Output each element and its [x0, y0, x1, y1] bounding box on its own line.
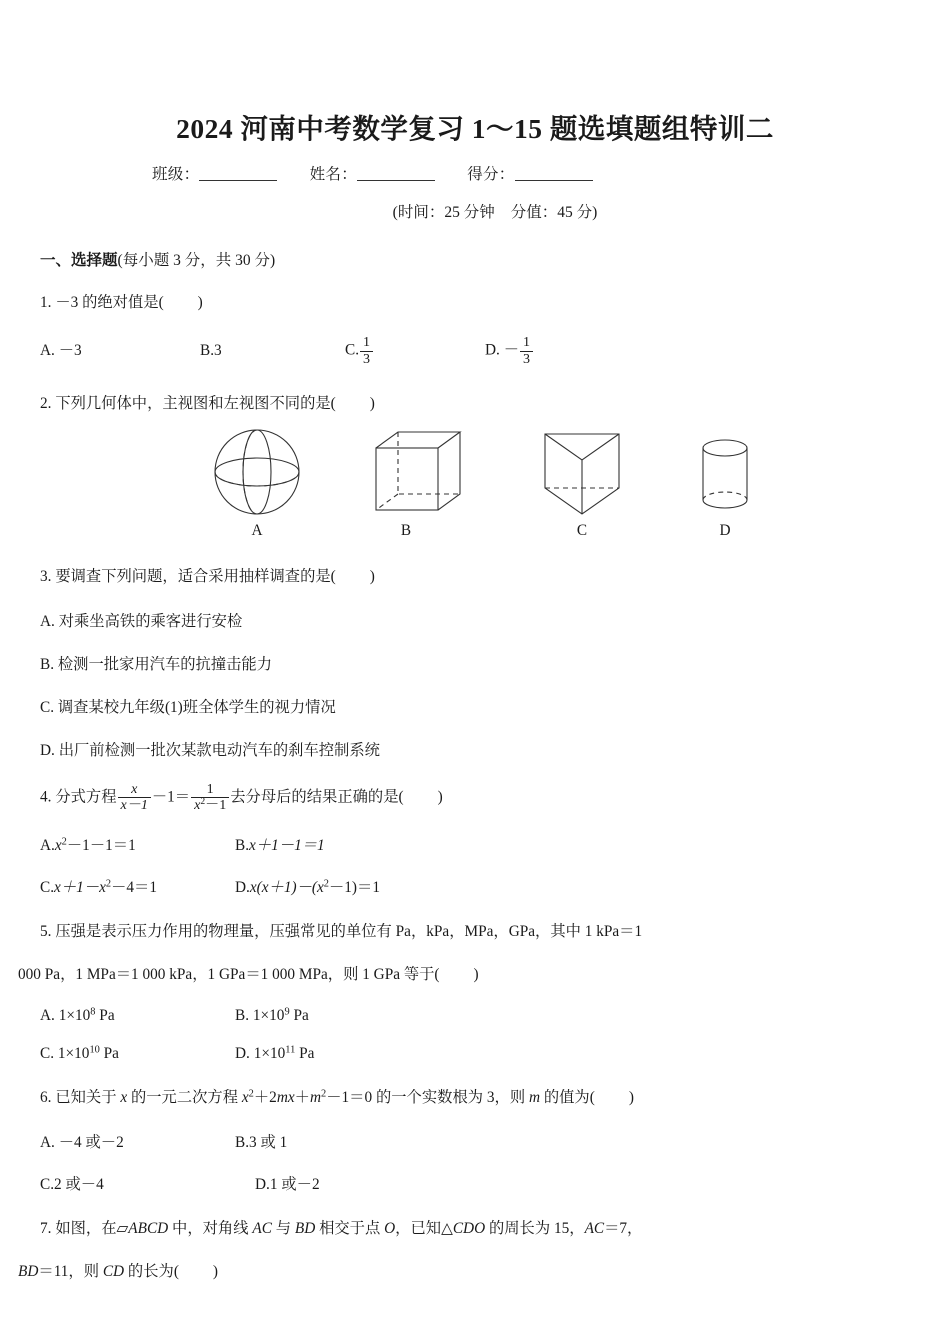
question-7: [18, 1218, 950, 1284]
section-name: 选择题: [71, 252, 118, 270]
option-4-d-base: x: [316, 879, 324, 896]
option-5-a-pre: 1×10: [58, 1006, 91, 1024]
question-4-frac2-den-tail: －1: [205, 796, 227, 813]
question-5-close: ): [473, 965, 479, 983]
option-1-b-value: 3: [214, 341, 222, 359]
question-7-text-line-2: [18, 1261, 950, 1284]
exam-meta: [0, 200, 950, 222]
option-1-d-fraction: [520, 335, 533, 366]
option-5-d-unit: Pa: [295, 1044, 315, 1062]
option-4-a-exp: 2: [61, 836, 67, 848]
option-5-c[interactable]: [40, 1045, 235, 1063]
option-1-b[interactable]: [200, 342, 345, 360]
question-7-ac-2: AC: [584, 1219, 605, 1237]
class-label: 班级：: [152, 166, 200, 184]
option-5-b-exp: 9: [284, 1006, 290, 1018]
question-2: [40, 393, 950, 416]
question-7-part-1: 如图，在▱: [55, 1219, 129, 1237]
question-1-number: 1.: [40, 294, 52, 312]
question-3-text: [40, 566, 950, 589]
figure-cube-caption: B: [400, 521, 412, 539]
question-4-frac2-num: 1: [206, 780, 214, 797]
question-6-eq-mx: mx: [276, 1088, 295, 1106]
question-6: [40, 1087, 950, 1110]
question-6-var-x: x: [120, 1088, 128, 1106]
figure-cube: [370, 426, 470, 539]
class-field: [152, 166, 277, 183]
option-6-a-label: A.: [40, 1133, 55, 1151]
option-4-c-exp: 2: [105, 878, 112, 890]
question-6-eq-x: x: [241, 1088, 249, 1106]
question-4-option-row-1: [40, 833, 950, 855]
page-title: 2024 河南中考数学复习 1～15 题选填题组特训二: [176, 113, 774, 144]
question-3-close: ): [369, 567, 375, 585]
question-3-number: 3.: [40, 567, 52, 585]
option-6-a-text: －4 或－2: [58, 1133, 124, 1151]
question-7-part-5: ，已知△: [395, 1219, 453, 1237]
option-4-a-base: x: [54, 837, 62, 854]
student-info-line: [0, 162, 950, 184]
option-5-c-exp: 10: [89, 1044, 100, 1056]
score-label: 得分：: [467, 166, 515, 184]
question-4-tail: 去分母后的结果正确的是(: [230, 787, 404, 805]
option-1-d-denominator: 3: [520, 351, 533, 367]
question-7-close: ): [212, 1262, 219, 1280]
option-4-c-tail: －4＝1: [111, 879, 157, 896]
option-5-d-label: D.: [235, 1044, 250, 1062]
option-4-b[interactable]: [235, 833, 325, 855]
option-3-b-label: B.: [40, 655, 55, 673]
option-5-a[interactable]: [40, 1007, 235, 1025]
question-6-eq-mid: ＋2: [253, 1088, 277, 1106]
option-4-d-exp: 2: [323, 878, 329, 890]
question-4-fraction-1: [118, 782, 151, 813]
option-3-c-text: 调查某校九年级(1)班全体学生的视力情况: [57, 698, 336, 716]
question-4-text: [40, 782, 950, 813]
option-3-c-label: C.: [40, 698, 55, 716]
question-3-stem: 要调查下列问题，适合采用抽样调查的是(: [55, 567, 336, 585]
option-6-b-label: B.: [235, 1133, 250, 1151]
question-1-option-row: [40, 335, 950, 366]
option-1-d-sign: －: [503, 341, 520, 359]
question-6-text: [40, 1087, 950, 1110]
option-5-c-label: C.: [40, 1044, 55, 1062]
option-4-d[interactable]: [235, 875, 380, 897]
option-6-d-text: 1 或－2: [269, 1175, 320, 1193]
section-number: 一、: [40, 252, 72, 270]
question-4-frac1-den: x－1: [120, 796, 148, 813]
question-4-option-row-2: [40, 875, 950, 897]
question-6-var-m: m: [528, 1088, 540, 1106]
question-4-frac2-den-base: x: [194, 796, 201, 813]
question-4-frac2-den: [191, 797, 229, 813]
question-4: [40, 782, 950, 813]
option-1-a-label: A.: [40, 341, 55, 359]
score-field: [467, 166, 592, 183]
question-7-abcd: ABCD: [128, 1219, 169, 1237]
option-4-a[interactable]: [40, 833, 235, 855]
meta-score: 45 分: [557, 204, 593, 222]
question-6-part-1: 已知关于: [55, 1088, 121, 1106]
question-7-cd: CD: [102, 1262, 125, 1280]
question-6-eq-m-exp: 2: [321, 1088, 327, 1100]
name-blank[interactable]: [357, 180, 435, 181]
option-4-c-pre: x＋1－: [54, 879, 100, 896]
question-7-part-4: 相交于点: [315, 1219, 385, 1237]
question-5-stem-2: 000 Pa，1 MPa＝1 000 kPa，1 GPa＝1 000 MPa，则 1 GPa 等于(: [18, 965, 440, 983]
option-5-d[interactable]: [235, 1045, 314, 1063]
option-1-d[interactable]: [485, 335, 534, 366]
question-7-cdo: CDO: [452, 1219, 486, 1237]
question-5-text-line-2: [18, 964, 950, 987]
question-6-eq-plus: ＋: [294, 1088, 310, 1106]
question-5-option-row-2: [40, 1045, 950, 1063]
option-5-b[interactable]: [235, 1007, 309, 1025]
figure-triangular-prism: [535, 426, 630, 539]
question-5-number: 5.: [40, 923, 52, 940]
question-7-bd-2: BD: [18, 1262, 39, 1280]
option-1-a[interactable]: [40, 338, 200, 360]
option-6-d[interactable]: [255, 1172, 320, 1194]
question-6-eq-tail: －1＝0: [326, 1088, 373, 1106]
option-1-c[interactable]: [345, 335, 485, 366]
question-4-lead: 分式方程: [55, 787, 117, 805]
question-4-frac1-num: x: [131, 780, 138, 797]
option-4-d-label: D.: [235, 879, 250, 896]
class-blank[interactable]: [199, 180, 277, 181]
meta-open: (时间：: [392, 204, 445, 222]
question-2-number: 2.: [40, 394, 52, 412]
option-4-c-base: x: [99, 879, 106, 896]
figure-sphere-caption: A: [251, 521, 263, 539]
question-7-part-8: ＝11，则: [38, 1262, 103, 1280]
option-3-d-text: 出厂前检测一批次某款电动汽车的刹车控制系统: [58, 741, 380, 759]
option-1-c-label: C.: [345, 341, 360, 359]
question-5-text-line-1: [40, 921, 950, 944]
question-7-number: 7.: [40, 1219, 52, 1237]
question-6-part-2: 的一元二次方程: [127, 1088, 242, 1106]
question-4-fraction-2: [191, 782, 229, 813]
name-field: [310, 166, 435, 183]
figure-cylinder: [690, 426, 760, 539]
question-6-eq-x-exp: 2: [248, 1088, 254, 1100]
option-1-b-label: B.: [200, 341, 215, 359]
question-5-options: [40, 1007, 950, 1063]
question-1-text: [40, 292, 950, 315]
question-1-options: [40, 335, 950, 366]
option-3-b[interactable]: [40, 652, 950, 674]
question-4-mid: －1＝: [151, 787, 191, 805]
option-5-d-exp: 11: [285, 1044, 296, 1056]
option-1-c-denominator: 3: [360, 351, 373, 367]
option-1-d-numerator: 1: [523, 334, 531, 351]
option-5-c-pre: 1×10: [57, 1044, 90, 1062]
question-7-text-line-1: [40, 1218, 950, 1241]
question-6-option-row-2: [40, 1172, 950, 1194]
question-5-stem-1: 压强是表示压力作用的物理量，压强常见的单位有 Pa，kPa，MPa，GPa，其中 1 kPa＝1: [55, 923, 643, 940]
question-7-part-7: ＝7，: [604, 1219, 643, 1237]
question-2-stem: 下列几何体中，主视图和左视图不同的是(: [55, 394, 336, 412]
question-1-close: ): [197, 294, 203, 312]
option-5-a-unit: Pa: [95, 1006, 115, 1024]
question-6-part-3: 的一个实数根为 3，则: [372, 1088, 529, 1106]
option-6-c-label: C.: [40, 1175, 55, 1193]
question-3-options: [40, 609, 950, 760]
section-note: (每小题 3 分，共 30 分): [117, 252, 276, 270]
option-1-c-fraction: [360, 335, 373, 366]
option-5-a-exp: 8: [90, 1006, 96, 1018]
option-6-c[interactable]: [40, 1172, 235, 1194]
question-5-option-row-1: [40, 1007, 950, 1025]
question-2-figures: [0, 426, 950, 548]
section-heading: [40, 248, 950, 270]
question-4-number: 4.: [40, 787, 52, 805]
option-4-a-label: A.: [40, 837, 55, 854]
option-3-d[interactable]: [40, 738, 950, 760]
question-7-bd: BD: [294, 1219, 316, 1237]
question-6-option-row-1: [40, 1130, 950, 1152]
question-2-text: [40, 393, 950, 416]
option-3-c[interactable]: [40, 695, 950, 717]
figure-sphere: [205, 426, 310, 539]
option-3-b-text: 检测一批家用汽车的抗撞击能力: [57, 655, 273, 673]
question-1-stem: －3 的绝对值是(: [55, 294, 164, 312]
option-5-c-unit: Pa: [99, 1044, 119, 1062]
option-4-c[interactable]: [40, 875, 235, 897]
question-2-close: ): [369, 394, 375, 412]
question-7-point-o: O: [384, 1219, 396, 1237]
question-1: [40, 292, 950, 315]
question-6-part-4: 的值为(: [540, 1088, 595, 1106]
score-blank[interactable]: [515, 180, 593, 181]
option-6-c-text: 2 或－4: [54, 1175, 104, 1193]
option-5-b-unit: Pa: [289, 1006, 309, 1024]
option-4-d-tail: －1)＝1: [328, 879, 380, 896]
question-6-close: ): [628, 1088, 634, 1106]
option-5-d-pre: 1×10: [253, 1044, 286, 1062]
option-4-c-label: C.: [40, 879, 55, 896]
question-7-part-3: 与: [271, 1219, 295, 1237]
figure-triangular-prism-caption: C: [576, 521, 588, 539]
question-7-part-6: 的周长为 15，: [485, 1219, 585, 1237]
option-3-a-label: A.: [40, 612, 55, 630]
question-3: [40, 566, 950, 589]
option-4-b-text: x＋1－1＝1: [249, 837, 325, 854]
meta-score-label: 分值：: [510, 204, 558, 222]
figure-cylinder-caption: D: [719, 521, 731, 539]
question-4-frac2-den-exp: 2: [200, 795, 206, 807]
question-4-options: [40, 833, 950, 897]
option-1-d-label: D.: [485, 341, 500, 359]
option-3-a[interactable]: [40, 609, 950, 631]
meta-close: ): [592, 204, 598, 222]
option-4-b-label: B.: [235, 837, 250, 854]
option-4-d-pre: x(x＋1)－(: [249, 879, 317, 896]
question-7-part-9: 的长为(: [124, 1262, 179, 1280]
option-5-b-pre: 1×10: [252, 1006, 285, 1024]
question-6-eq-m: m: [309, 1088, 322, 1106]
question-7-part-2: 中，对角线: [168, 1219, 253, 1237]
option-6-a[interactable]: [40, 1130, 235, 1152]
option-1-c-numerator: 1: [363, 334, 371, 351]
option-1-a-value: －3: [58, 341, 82, 359]
option-3-d-label: D.: [40, 741, 55, 759]
option-3-a-text: 对乘坐高铁的乘客进行安检: [58, 612, 243, 630]
option-6-d-label: D.: [255, 1175, 270, 1193]
option-6-b[interactable]: [235, 1130, 287, 1152]
question-5: [18, 921, 950, 987]
option-4-a-tail: －1－1＝1: [66, 837, 136, 854]
option-5-b-label: B.: [235, 1006, 250, 1024]
question-6-options: [40, 1130, 950, 1194]
question-6-number: 6.: [40, 1088, 52, 1106]
name-label: 姓名：: [309, 166, 357, 184]
option-5-a-label: A.: [40, 1006, 55, 1024]
meta-time: 25 分钟: [444, 204, 495, 222]
question-7-ac: AC: [252, 1219, 272, 1237]
question-4-close: ): [437, 787, 443, 805]
option-6-b-text: 3 或 1: [249, 1133, 288, 1151]
